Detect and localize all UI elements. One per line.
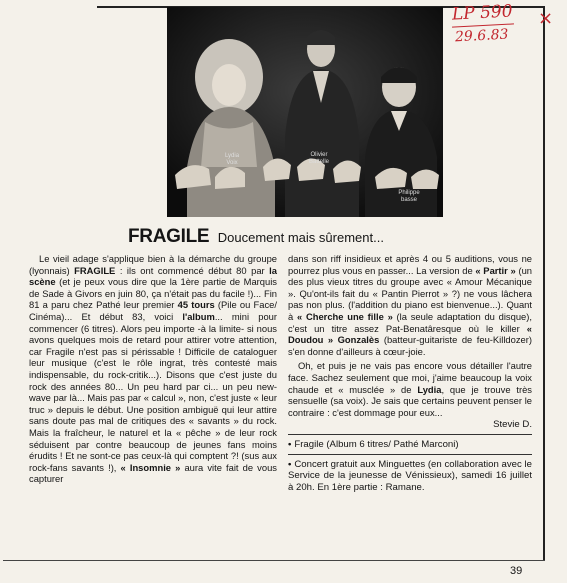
- caption-lydia: [217, 153, 247, 167]
- emphasized-text: Lydia: [417, 383, 442, 395]
- left-column-paragraph: [29, 253, 277, 485]
- caption-olivier-role: Battelle: [308, 158, 329, 165]
- article-title: FRAGILE: [128, 226, 210, 247]
- emphasized-text: « Cherche une fille »: [296, 310, 393, 322]
- text-run: , que je trouve très sensuelle (sa voix). Je sais que certains peuvent penser le contraire : c'est dommage pour eux...: [288, 383, 532, 418]
- album-info: [288, 439, 532, 451]
- frame-right-rule: [543, 6, 545, 561]
- article-subtitle: Doucement mais sûrement...: [217, 230, 384, 245]
- text-run: dans son riff insidieux et après 4 ou 5 auditions, vous ne pourrez plus vous en passer... La version de: [288, 253, 532, 276]
- text-run: (Pile ou Face/ Cinéma)... Et début 83, voici: [29, 299, 277, 322]
- caption-philippe-role: basse: [400, 196, 417, 203]
- text-run: (la seule adaptation du disque), c'est un titre assez Pat-Benatâresque où le killer: [288, 310, 532, 334]
- emphasized-text: l'album: [182, 310, 215, 322]
- text-run: Le vieil adage s'applique bien à la démarche du groupe (lyonnais): [29, 253, 277, 276]
- article-headline: [128, 226, 384, 248]
- caption-olivier-name: Olivier: [310, 152, 328, 158]
- text-run: aura vite fait de vous capturer: [29, 461, 277, 485]
- band-photo: [167, 7, 443, 217]
- text-run: ... mini pour commencer (6 titres). Alors peu importe -à la limite- si nous avons quelques mois de retard pour attirer votre attention, car Fragile n'est pas si périssable ! Difficile de cataloguer leur musique (c'est le rôle ingrat, très contesté mais indispensable, du rock-critik...). Disons que c'est juste du rock des années 80... Un peu hard par ci... un peu new-wave par là... Mais pas par « calcul », non, c'est juste « leur truc » depuis le début. Une position ambiguë qui leur attire sans doute pas mal de critiques des « savants » du rock. Mais la fraîcheur, le naturel et la « pêche » de leur rock séduisent par contre beaucoup de jeunes fans moins érudits ! Et ne sont-ce pas ceux-là qui comptent ?! (sus aux rock-fans savants !),: [29, 310, 278, 473]
- info-divider-2: [288, 454, 532, 455]
- text-run: (et je peux vous dire que la 1ère partie de Marquis de Sade à Givors en juin 80, ça n'était pas du facile !)... Fin 81 a paru chez Pathé leur premier: [29, 276, 277, 311]
- emphasized-text: « Partir »: [475, 264, 516, 276]
- article-right-column: [288, 253, 532, 493]
- info-divider: [288, 434, 532, 435]
- album-info-text: Fragile (Album 6 titres/ Pathé Marconi): [294, 438, 459, 450]
- article-left-column: [29, 253, 277, 485]
- frame-bottom-rule: [3, 560, 545, 561]
- caption-olivier: [301, 152, 337, 166]
- handwritten-reference: LP 590: [451, 1, 514, 25]
- emphasized-text: 45 tours: [177, 299, 215, 311]
- author-signature: Stevie D.: [493, 419, 532, 431]
- emphasized-text: FRAGILE: [74, 264, 116, 276]
- page-number: 39: [510, 565, 523, 577]
- right-column-paragraph-2: [288, 360, 532, 418]
- band-photo-illustration: [167, 7, 443, 217]
- concert-info-text: Concert gratuit aux Minguettes (en collaboration avec le Service de la jeunesse de Vénissieux), samedi 16 juillet à 20h. En 1ère partie : Ramane.: [288, 458, 532, 493]
- right-column-paragraph-1: [288, 253, 532, 357]
- caption-lydia-name: Lydia: [224, 153, 240, 159]
- bullet-icon: •: [288, 438, 292, 450]
- caption-philippe-name: Philippe: [398, 190, 420, 196]
- text-run: : ils ont commencé début 80 par: [115, 264, 270, 276]
- text-run: Oh, et puis je ne vais pas encore vous détailler l'autre face. Sachez seulement que moi, j'aime beaucoup la voix chaude et « musclée » de: [288, 360, 532, 395]
- concert-info: [288, 459, 532, 494]
- text-run: (un des plus vieux titres du groupe avec « Amour Mécanique ». Qu'ont-ils fait du « Pantin Pierrot » ?) ne vous lâchera pas non plus. (l'addition du piano est bienvenue...). Quant à: [288, 264, 532, 322]
- bullet-icon: •: [288, 458, 292, 470]
- text-run: (batteur-guitariste de feu-Killdozer) s'en donne d'ailleurs à cœur-joie.: [288, 334, 532, 357]
- caption-lydia-role: Voix: [226, 159, 238, 166]
- emphasized-text: « Insomnie »: [120, 461, 181, 473]
- handwritten-date: 29.6.83: [454, 26, 509, 46]
- emphasized-text: la scène: [29, 264, 277, 288]
- handwritten-cross-mark: ×: [538, 8, 554, 29]
- caption-philippe: [391, 190, 427, 204]
- emphasized-text: « Doudou » Gonzalès: [288, 322, 532, 346]
